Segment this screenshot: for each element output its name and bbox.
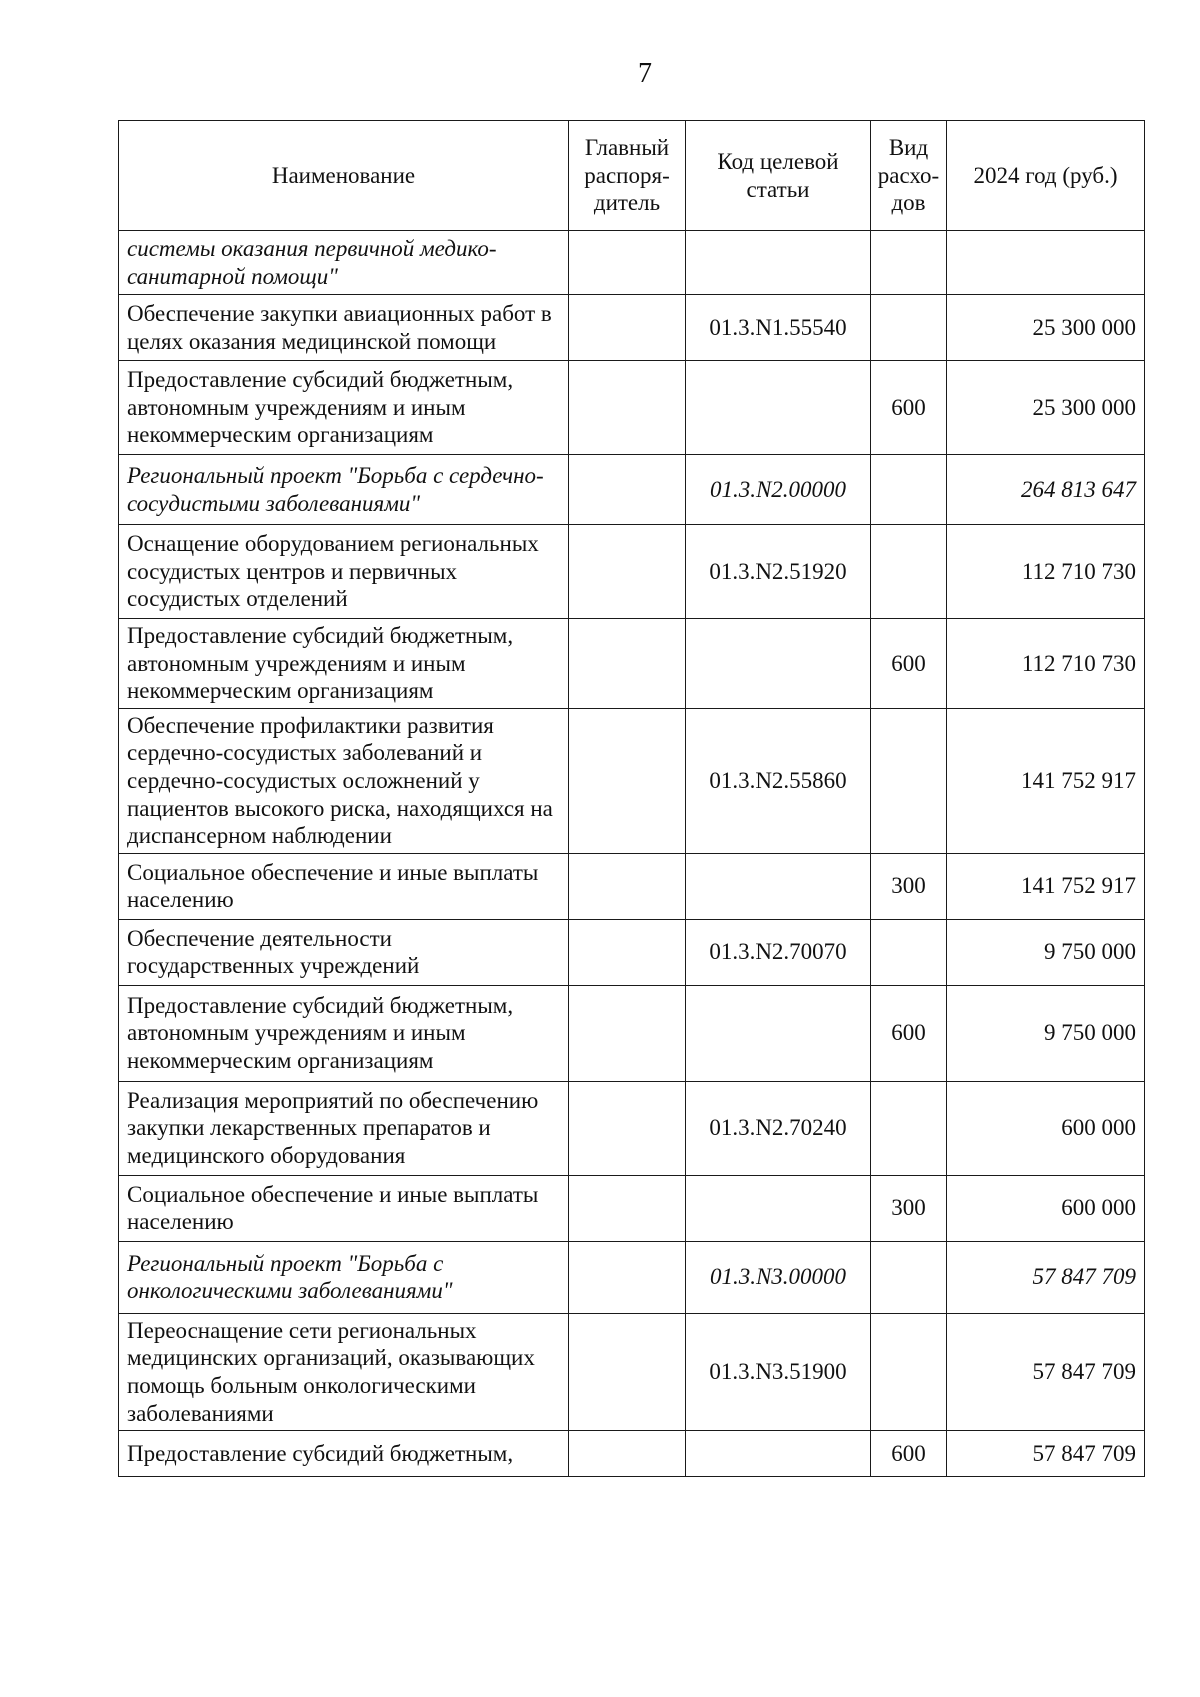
row-amount-cell: 600 000 xyxy=(947,1081,1145,1175)
row-expense-type-cell: 300 xyxy=(871,853,947,919)
row-main-manager-cell xyxy=(569,295,686,361)
table-body xyxy=(119,231,1145,1477)
table-row xyxy=(119,619,1145,709)
header-name: Наименование xyxy=(119,121,569,231)
row-amount-cell: 25 300 000 xyxy=(947,295,1145,361)
row-expense-type-cell xyxy=(871,919,947,985)
row-expense-type-cell xyxy=(871,525,947,619)
row-name-cell: Региональный проект "Борьба с онкологическими заболеваниями" xyxy=(119,1241,569,1313)
row-amount-cell: 112 710 730 xyxy=(947,619,1145,709)
table-row xyxy=(119,455,1145,525)
row-target-code-cell xyxy=(686,853,871,919)
row-name-cell: Оснащение оборудованием региональных сосудистых центров и первичных сосудистых отделений xyxy=(119,525,569,619)
row-target-code-cell: 01.3.N2.70240 xyxy=(686,1081,871,1175)
row-main-manager-cell xyxy=(569,455,686,525)
row-amount-cell: 57 847 709 xyxy=(947,1431,1145,1477)
row-main-manager-cell xyxy=(569,985,686,1081)
table-row xyxy=(119,1081,1145,1175)
row-name-cell: Переоснащение сети региональных медицинских организаций, оказывающих помощь больным онкологическими заболеваниями xyxy=(119,1313,569,1430)
header-main-manager: Главный распоря-дитель xyxy=(569,121,686,231)
table-row xyxy=(119,525,1145,619)
row-expense-type-cell xyxy=(871,455,947,525)
row-main-manager-cell xyxy=(569,1175,686,1241)
row-amount-cell: 112 710 730 xyxy=(947,525,1145,619)
row-main-manager-cell xyxy=(569,525,686,619)
row-name-cell: Обеспечение профилактики развития сердечно-сосудистых заболеваний и сердечно-сосудистых осложнений у пациентов высокого риска, находящихся на диспансерном наблюдении xyxy=(119,708,569,853)
row-name-cell: Региональный проект "Борьба с сердечно-сосудистыми заболеваниями" xyxy=(119,455,569,525)
row-main-manager-cell xyxy=(569,231,686,295)
row-name-cell: Социальное обеспечение и иные выплаты населению xyxy=(119,1175,569,1241)
row-expense-type-cell xyxy=(871,295,947,361)
row-amount-cell xyxy=(947,231,1145,295)
table-row xyxy=(119,231,1145,295)
row-target-code-cell xyxy=(686,619,871,709)
header-year: 2024 год (руб.) xyxy=(947,121,1145,231)
row-amount-cell: 9 750 000 xyxy=(947,919,1145,985)
row-target-code-cell: 01.3.N1.55540 xyxy=(686,295,871,361)
row-main-manager-cell xyxy=(569,853,686,919)
table-row xyxy=(119,919,1145,985)
row-target-code-cell: 01.3.N2.55860 xyxy=(686,708,871,853)
row-amount-cell: 141 752 917 xyxy=(947,853,1145,919)
row-amount-cell: 9 750 000 xyxy=(947,985,1145,1081)
row-name-cell: Обеспечение деятельности государственных учреждений xyxy=(119,919,569,985)
row-name-cell: Предоставление субсидий бюджетным, xyxy=(119,1431,569,1477)
table-row xyxy=(119,361,1145,455)
row-name-cell: Предоставление субсидий бюджетным, автономным учреждениям и иным некоммерческим организациям xyxy=(119,361,569,455)
row-expense-type-cell xyxy=(871,1241,947,1313)
table-row xyxy=(119,853,1145,919)
row-name-cell: Социальное обеспечение и иные выплаты населению xyxy=(119,853,569,919)
row-amount-cell: 600 000 xyxy=(947,1175,1145,1241)
table-row xyxy=(119,985,1145,1081)
row-target-code-cell: 01.3.N3.00000 xyxy=(686,1241,871,1313)
row-target-code-cell: 01.3.N2.00000 xyxy=(686,455,871,525)
row-target-code-cell: 01.3.N2.51920 xyxy=(686,525,871,619)
header-expense-type: Вид расхо-дов xyxy=(871,121,947,231)
page-number: 7 xyxy=(638,58,652,89)
row-amount-cell: 57 847 709 xyxy=(947,1241,1145,1313)
row-expense-type-cell: 600 xyxy=(871,985,947,1081)
row-target-code-cell xyxy=(686,1431,871,1477)
row-amount-cell: 264 813 647 xyxy=(947,455,1145,525)
row-expense-type-cell xyxy=(871,1313,947,1430)
row-main-manager-cell xyxy=(569,1313,686,1430)
row-expense-type-cell: 600 xyxy=(871,1431,947,1477)
row-main-manager-cell xyxy=(569,708,686,853)
row-expense-type-cell xyxy=(871,708,947,853)
row-expense-type-cell xyxy=(871,231,947,295)
row-target-code-cell: 01.3.N3.51900 xyxy=(686,1313,871,1430)
row-main-manager-cell xyxy=(569,619,686,709)
table-row xyxy=(119,295,1145,361)
table-header xyxy=(119,121,1145,231)
row-expense-type-cell xyxy=(871,1081,947,1175)
row-target-code-cell xyxy=(686,231,871,295)
table-row xyxy=(119,1175,1145,1241)
header-target-code: Код целевой статьи xyxy=(686,121,871,231)
budget-table xyxy=(118,120,1145,1477)
row-expense-type-cell: 600 xyxy=(871,619,947,709)
row-name-cell: системы оказания первичной медико-санитарной помощи" xyxy=(119,231,569,295)
table-row xyxy=(119,1313,1145,1430)
table-row xyxy=(119,708,1145,853)
row-main-manager-cell xyxy=(569,1241,686,1313)
row-amount-cell: 25 300 000 xyxy=(947,361,1145,455)
table-row xyxy=(119,1241,1145,1313)
row-amount-cell: 57 847 709 xyxy=(947,1313,1145,1430)
row-amount-cell: 141 752 917 xyxy=(947,708,1145,853)
row-main-manager-cell xyxy=(569,1081,686,1175)
table-row xyxy=(119,1431,1145,1477)
row-target-code-cell xyxy=(686,1175,871,1241)
row-target-code-cell xyxy=(686,985,871,1081)
row-name-cell: Реализация мероприятий по обеспечению закупки лекарственных препаратов и медицинского оборудования xyxy=(119,1081,569,1175)
row-name-cell: Предоставление субсидий бюджетным, автономным учреждениям и иным некоммерческим организациям xyxy=(119,619,569,709)
row-main-manager-cell xyxy=(569,919,686,985)
row-main-manager-cell xyxy=(569,1431,686,1477)
row-expense-type-cell: 600 xyxy=(871,361,947,455)
row-target-code-cell: 01.3.N2.70070 xyxy=(686,919,871,985)
row-name-cell: Обеспечение закупки авиационных работ в целях оказания медицинской помощи xyxy=(119,295,569,361)
row-target-code-cell xyxy=(686,361,871,455)
row-main-manager-cell xyxy=(569,361,686,455)
row-expense-type-cell: 300 xyxy=(871,1175,947,1241)
row-name-cell: Предоставление субсидий бюджетным, автономным учреждениям и иным некоммерческим организациям xyxy=(119,985,569,1081)
